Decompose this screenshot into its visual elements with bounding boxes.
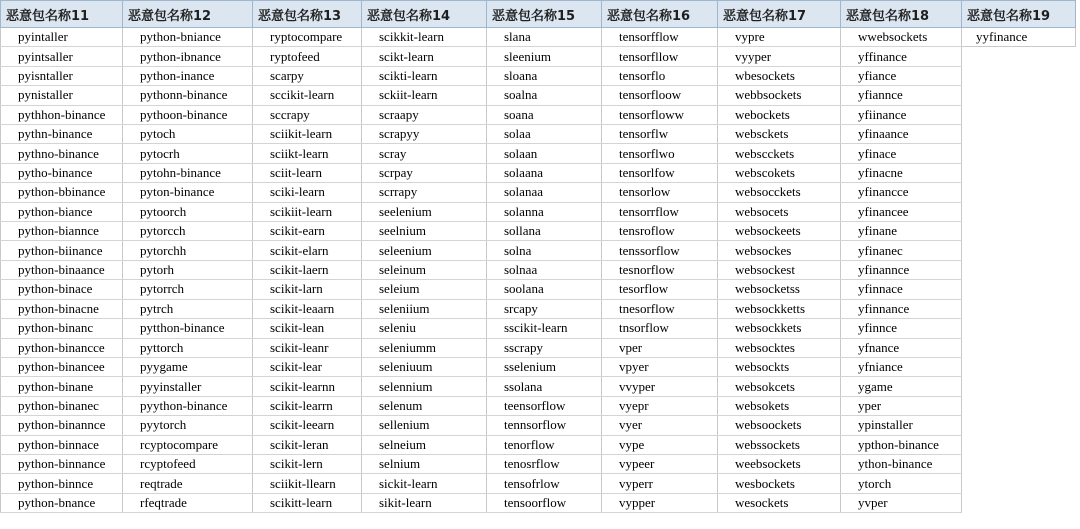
table-cell[interactable]: python-binnce	[1, 474, 123, 493]
table-cell[interactable]: ypinstaller	[841, 416, 962, 435]
table-cell[interactable]: python-biance	[1, 202, 123, 221]
table-cell[interactable]: vpyer	[602, 357, 718, 376]
table-row	[1, 357, 1076, 376]
table-cell[interactable]: vyer	[602, 416, 718, 435]
table-cell[interactable]	[962, 241, 1076, 260]
table-cell[interactable]: sollana	[487, 222, 602, 241]
table-cell[interactable]: tnesorflow	[602, 299, 718, 318]
table-cell[interactable]: pyygame	[123, 357, 253, 376]
table-cell[interactable]: websokets	[718, 396, 841, 415]
table-cell[interactable]: vper	[602, 338, 718, 357]
table-cell[interactable]: tensorflwo	[602, 144, 718, 163]
table-cell[interactable]: scikkit-learn	[362, 28, 487, 47]
table-cell[interactable]: tensorlfow	[602, 163, 718, 182]
table-cell[interactable]: solna	[487, 241, 602, 260]
table-cell[interactable]: vvyper	[602, 377, 718, 396]
table-cell[interactable]: websockkets	[718, 319, 841, 338]
table-cell[interactable]: scikit-learrn	[253, 396, 362, 415]
table-cell[interactable]: tensofrlow	[487, 474, 602, 493]
table-cell[interactable]: scrapyy	[362, 125, 487, 144]
table-cell[interactable]: pyton-binance	[123, 183, 253, 202]
table-cell[interactable]: yfinannce	[841, 260, 962, 279]
table-cell[interactable]: solaan	[487, 144, 602, 163]
table-cell[interactable]: scikit-leanr	[253, 338, 362, 357]
table-cell[interactable]: pythonn-binance	[123, 86, 253, 105]
table-cell[interactable]	[962, 416, 1076, 435]
table-cell[interactable]: python-binanc	[1, 319, 123, 338]
table-row	[1, 396, 1076, 415]
table-cell[interactable]: pyttorch	[123, 338, 253, 357]
table-cell[interactable]	[962, 105, 1076, 124]
table-cell[interactable]	[962, 144, 1076, 163]
table-cell[interactable]: slana	[487, 28, 602, 47]
table-cell[interactable]: websockest	[718, 260, 841, 279]
column-header[interactable]: 恶意包名称11	[1, 1, 123, 28]
table-cell[interactable]: tnsorflow	[602, 319, 718, 338]
table-row	[1, 338, 1076, 357]
table-cell[interactable]: tenssorflow	[602, 241, 718, 260]
table-cell[interactable]: srcapy	[487, 299, 602, 318]
table-cell[interactable]: vypper	[602, 493, 718, 512]
table-cell[interactable]: pyython-binance	[123, 396, 253, 415]
table-cell[interactable]: sckiit-learn	[362, 86, 487, 105]
table-cell[interactable]: yfinane	[841, 222, 962, 241]
table-cell[interactable]: yfiinance	[841, 105, 962, 124]
table-row	[1, 144, 1076, 163]
table-cell[interactable]: yffinance	[841, 47, 962, 66]
table-row	[1, 66, 1076, 85]
table-cell[interactable]: ython-binance	[841, 454, 962, 473]
table-cell[interactable]	[962, 299, 1076, 318]
table-cell[interactable]: scikit-leaarn	[253, 299, 362, 318]
table-cell[interactable]: yfinancee	[841, 202, 962, 221]
table-cell[interactable]: pyytorch	[123, 416, 253, 435]
table-cell[interactable]: scikiit-learn	[253, 202, 362, 221]
table-cell[interactable]: scrrapy	[362, 183, 487, 202]
table-row	[1, 241, 1076, 260]
table-cell[interactable]: sickit-learn	[362, 474, 487, 493]
table-cell[interactable]: scikit-earn	[253, 222, 362, 241]
table-cell[interactable]: pytoch	[123, 125, 253, 144]
table-cell[interactable]: sciikt-learn	[253, 144, 362, 163]
table-cell[interactable]	[962, 47, 1076, 66]
table-cell[interactable]: scrpay	[362, 163, 487, 182]
table-cell[interactable]: scikti-learn	[362, 66, 487, 85]
table-cell[interactable]: yfinnce	[841, 319, 962, 338]
table-row	[1, 319, 1076, 338]
table-cell[interactable]: sleenium	[487, 47, 602, 66]
table-cell[interactable]: pytthon-binance	[123, 319, 253, 338]
table-cell[interactable]: python-binancee	[1, 357, 123, 376]
table-cell[interactable]: vypre	[718, 28, 841, 47]
table-cell[interactable]: python-inance	[123, 66, 253, 85]
table-cell[interactable]: pynistaller	[1, 86, 123, 105]
table-cell[interactable]: seleniuum	[362, 357, 487, 376]
table-cell[interactable]: sikit-learn	[362, 493, 487, 512]
table-cell[interactable]: websokcets	[718, 377, 841, 396]
table-cell[interactable]: python-binane	[1, 377, 123, 396]
table-cell[interactable]: websocktes	[718, 338, 841, 357]
table-cell[interactable]: ypthon-binance	[841, 435, 962, 454]
column-header[interactable]: 恶意包名称18	[841, 1, 962, 28]
table-cell[interactable]: websckets	[718, 125, 841, 144]
table-cell[interactable]: seleniumm	[362, 338, 487, 357]
table-cell[interactable]: tesnorflow	[602, 260, 718, 279]
table-cell[interactable]: sselenium	[487, 357, 602, 376]
table-cell[interactable]: pytorchh	[123, 241, 253, 260]
table-cell[interactable]: sciikit-llearn	[253, 474, 362, 493]
table-cell[interactable]: tensroflow	[602, 222, 718, 241]
table-cell[interactable]: solanaa	[487, 183, 602, 202]
table-cell[interactable]	[962, 125, 1076, 144]
table-row	[1, 105, 1076, 124]
table-cell[interactable]: seleenium	[362, 241, 487, 260]
table-cell[interactable]: wbesockets	[718, 66, 841, 85]
table-cell[interactable]: vypeer	[602, 454, 718, 473]
table-row	[1, 474, 1076, 493]
table-cell[interactable]: yfiance	[841, 66, 962, 85]
table-cell[interactable]: vyyper	[718, 47, 841, 66]
table-cell[interactable]: rcyptocompare	[123, 435, 253, 454]
table-cell[interactable]: websockes	[718, 241, 841, 260]
table-cell[interactable]: pythoon-binance	[123, 105, 253, 124]
table-cell[interactable]: selenum	[362, 396, 487, 415]
table-cell[interactable]: sloana	[487, 66, 602, 85]
table-cell[interactable]: scikit-lern	[253, 454, 362, 473]
table-cell[interactable]	[962, 435, 1076, 454]
table-cell[interactable]: tenorflow	[487, 435, 602, 454]
table-cell[interactable]: wesockets	[718, 493, 841, 512]
table-cell[interactable]: seleniium	[362, 299, 487, 318]
table-cell[interactable]: pyintsaller	[1, 47, 123, 66]
table-row	[1, 222, 1076, 241]
table-cell[interactable]: pytorh	[123, 260, 253, 279]
table-cell[interactable]: rcyptofeed	[123, 454, 253, 473]
table-cell[interactable]: yfinancce	[841, 183, 962, 202]
table-cell[interactable]: solanna	[487, 202, 602, 221]
table-cell[interactable]: yfniance	[841, 357, 962, 376]
table-cell[interactable]: vype	[602, 435, 718, 454]
table-row	[1, 377, 1076, 396]
table-cell[interactable]: wesbockets	[718, 474, 841, 493]
table-cell[interactable]: websockts	[718, 357, 841, 376]
table-cell[interactable]: ryptofeed	[253, 47, 362, 66]
table-row	[1, 28, 1076, 47]
table-cell[interactable]: websocketss	[718, 280, 841, 299]
table-cell[interactable]: pytohn-binance	[123, 163, 253, 182]
table-cell[interactable]: webscckets	[718, 144, 841, 163]
table-cell[interactable]: scikitt-learn	[253, 493, 362, 512]
table-cell[interactable]	[962, 357, 1076, 376]
table-cell[interactable]: vyperr	[602, 474, 718, 493]
table-cell[interactable]: scikit-leran	[253, 435, 362, 454]
table-cell[interactable]: ygame	[841, 377, 962, 396]
table-cell[interactable]: yper	[841, 396, 962, 415]
column-header[interactable]: 恶意包名称19	[962, 1, 1076, 28]
table-cell[interactable]	[962, 319, 1076, 338]
table-cell[interactable]: pytoorch	[123, 202, 253, 221]
table-cell[interactable]: ssolana	[487, 377, 602, 396]
table-cell[interactable]: scikit-lear	[253, 357, 362, 376]
table-cell[interactable]: python-bnance	[1, 493, 123, 512]
table-cell[interactable]: tenosrflow	[487, 454, 602, 473]
table-cell[interactable]: ryptocompare	[253, 28, 362, 47]
table-cell[interactable]: scikit-lean	[253, 319, 362, 338]
table-cell[interactable]: sellenium	[362, 416, 487, 435]
table-cell[interactable]: websockeets	[718, 222, 841, 241]
table-cell[interactable]: sciikit-learn	[253, 125, 362, 144]
table-row	[1, 163, 1076, 182]
table-cell[interactable]	[962, 377, 1076, 396]
table-row	[1, 435, 1076, 454]
table-cell[interactable]: tensorlow	[602, 183, 718, 202]
table-cell[interactable]: websockketts	[718, 299, 841, 318]
table-cell[interactable]: solaana	[487, 163, 602, 182]
table-cell[interactable]: python-biinance	[1, 241, 123, 260]
table-cell[interactable]: tensorflo	[602, 66, 718, 85]
table-cell[interactable]: pythn-binance	[1, 125, 123, 144]
header-row	[1, 1, 1076, 28]
table-cell[interactable]	[962, 396, 1076, 415]
table-cell[interactable]: scarpy	[253, 66, 362, 85]
table-cell[interactable]: websocets	[718, 202, 841, 221]
table-cell[interactable]: pythno-binance	[1, 144, 123, 163]
table-cell[interactable]	[962, 474, 1076, 493]
table-cell[interactable]	[962, 163, 1076, 182]
table-cell[interactable]: python-ibnance	[123, 47, 253, 66]
table-cell[interactable]: yfinacne	[841, 163, 962, 182]
table-cell[interactable]: solnaa	[487, 260, 602, 279]
table-cell[interactable]: solaa	[487, 125, 602, 144]
table-cell[interactable]: ytorch	[841, 474, 962, 493]
table-cell[interactable]: pyyinstaller	[123, 377, 253, 396]
table-row	[1, 454, 1076, 473]
table-cell[interactable]: scikit-laern	[253, 260, 362, 279]
table-row	[1, 183, 1076, 202]
table-cell[interactable]: websocckets	[718, 183, 841, 202]
table-cell[interactable]: webscokets	[718, 163, 841, 182]
column-header[interactable]: 恶意包名称12	[123, 1, 253, 28]
table-cell[interactable]	[962, 183, 1076, 202]
column-header[interactable]: 恶意包名称17	[718, 1, 841, 28]
column-header[interactable]: 恶意包名称16	[602, 1, 718, 28]
table-cell[interactable]: python-binaance	[1, 260, 123, 279]
table-cell[interactable]: tensorfloww	[602, 105, 718, 124]
table-cell[interactable]: seelenium	[362, 202, 487, 221]
table-cell[interactable]: scray	[362, 144, 487, 163]
table-cell[interactable]	[962, 280, 1076, 299]
table-cell[interactable]: tensorfflow	[602, 28, 718, 47]
table-cell[interactable]: scikit-learnn	[253, 377, 362, 396]
table-cell[interactable]: seleium	[362, 280, 487, 299]
table-cell[interactable]: sccrapy	[253, 105, 362, 124]
table-row	[1, 202, 1076, 221]
table-cell[interactable]: tensoorflow	[487, 493, 602, 512]
table-cell[interactable]: soolana	[487, 280, 602, 299]
table-cell[interactable]: python-binancce	[1, 338, 123, 357]
table-cell[interactable]: webockets	[718, 105, 841, 124]
table-cell[interactable]	[962, 202, 1076, 221]
table-cell[interactable]: webbsockets	[718, 86, 841, 105]
table-cell[interactable]: rfeqtrade	[123, 493, 253, 512]
table-cell[interactable]: pythhon-binance	[1, 105, 123, 124]
table-cell[interactable]: pytorrch	[123, 280, 253, 299]
table-cell[interactable]: python-binnace	[1, 435, 123, 454]
table-cell[interactable]: sciki-learn	[253, 183, 362, 202]
table-cell[interactable]: sscrapy	[487, 338, 602, 357]
table-cell[interactable]: python-binanec	[1, 396, 123, 415]
table-row	[1, 86, 1076, 105]
table-cell[interactable]: scikit-elarn	[253, 241, 362, 260]
table-cell[interactable]: pytorcch	[123, 222, 253, 241]
table-cell[interactable]: pyintaller	[1, 28, 123, 47]
table-cell[interactable]	[962, 493, 1076, 512]
table-row	[1, 260, 1076, 279]
table-cell[interactable]: selneium	[362, 435, 487, 454]
table-row	[1, 493, 1076, 512]
table-cell[interactable]: pytocrh	[123, 144, 253, 163]
table-cell[interactable]: python-binannce	[1, 416, 123, 435]
table-cell[interactable]: soana	[487, 105, 602, 124]
table-cell[interactable]: seelnium	[362, 222, 487, 241]
table-cell[interactable]: scikt-learn	[362, 47, 487, 66]
table-cell[interactable]: yfinnance	[841, 299, 962, 318]
table-cell[interactable]: reqtrade	[123, 474, 253, 493]
table-cell[interactable]	[962, 222, 1076, 241]
table-cell[interactable]: tennsorflow	[487, 416, 602, 435]
table-cell[interactable]: seleniu	[362, 319, 487, 338]
table-cell[interactable]	[962, 454, 1076, 473]
table-cell[interactable]: python-bbinance	[1, 183, 123, 202]
table-cell[interactable]: python-binace	[1, 280, 123, 299]
table-cell[interactable]: yfinnace	[841, 280, 962, 299]
table-cell[interactable]: python-bniance	[123, 28, 253, 47]
table-cell[interactable]	[962, 260, 1076, 279]
column-header[interactable]: 恶意包名称15	[487, 1, 602, 28]
table-cell[interactable]: yvper	[841, 493, 962, 512]
column-header[interactable]: 恶意包名称14	[362, 1, 487, 28]
table-row	[1, 125, 1076, 144]
table-cell[interactable]: yfinanec	[841, 241, 962, 260]
table-cell[interactable]: yfinace	[841, 144, 962, 163]
table-cell[interactable]: python-biannce	[1, 222, 123, 241]
table-cell[interactable]: weebsockets	[718, 454, 841, 473]
table-cell[interactable]: pytho-binance	[1, 163, 123, 182]
table-row	[1, 416, 1076, 435]
table-cell[interactable]: yyfinance	[962, 28, 1076, 47]
table-cell[interactable]: yfinaance	[841, 125, 962, 144]
table-cell[interactable]: tensorflw	[602, 125, 718, 144]
table-cell[interactable]: python-binacne	[1, 299, 123, 318]
table-cell[interactable]: sccikit-learn	[253, 86, 362, 105]
table-cell[interactable]: tensorfllow	[602, 47, 718, 66]
table-cell[interactable]: selennium	[362, 377, 487, 396]
table-cell[interactable]: pytrch	[123, 299, 253, 318]
table-cell[interactable]: vyepr	[602, 396, 718, 415]
table-row	[1, 280, 1076, 299]
table-cell[interactable]: seleinum	[362, 260, 487, 279]
table-cell[interactable]: teensorflow	[487, 396, 602, 415]
table-cell[interactable]: websoockets	[718, 416, 841, 435]
table-cell[interactable]	[962, 86, 1076, 105]
table-cell[interactable]	[962, 338, 1076, 357]
table-cell[interactable]: pyisntaller	[1, 66, 123, 85]
table-cell[interactable]: tesorflow	[602, 280, 718, 299]
column-header[interactable]: 恶意包名称13	[253, 1, 362, 28]
table-cell[interactable]: yfnance	[841, 338, 962, 357]
table-cell[interactable]: yfiannce	[841, 86, 962, 105]
table-row	[1, 299, 1076, 318]
table-cell[interactable]: tensorfloow	[602, 86, 718, 105]
table-cell[interactable]: scraapy	[362, 105, 487, 124]
table-row	[1, 47, 1076, 66]
table-cell[interactable]: scikit-leearn	[253, 416, 362, 435]
table-cell[interactable]: sciit-learn	[253, 163, 362, 182]
table-cell[interactable]: python-binnance	[1, 454, 123, 473]
table-cell[interactable]	[962, 66, 1076, 85]
table-cell[interactable]: tensorrflow	[602, 202, 718, 221]
table-cell[interactable]: soalna	[487, 86, 602, 105]
table-cell[interactable]: scikit-larn	[253, 280, 362, 299]
table-cell[interactable]: sscikit-learn	[487, 319, 602, 338]
table-body	[1, 28, 1076, 513]
table-cell[interactable]: wwebsockets	[841, 28, 962, 47]
table-cell[interactable]: selnium	[362, 454, 487, 473]
table-cell[interactable]: webssockets	[718, 435, 841, 454]
